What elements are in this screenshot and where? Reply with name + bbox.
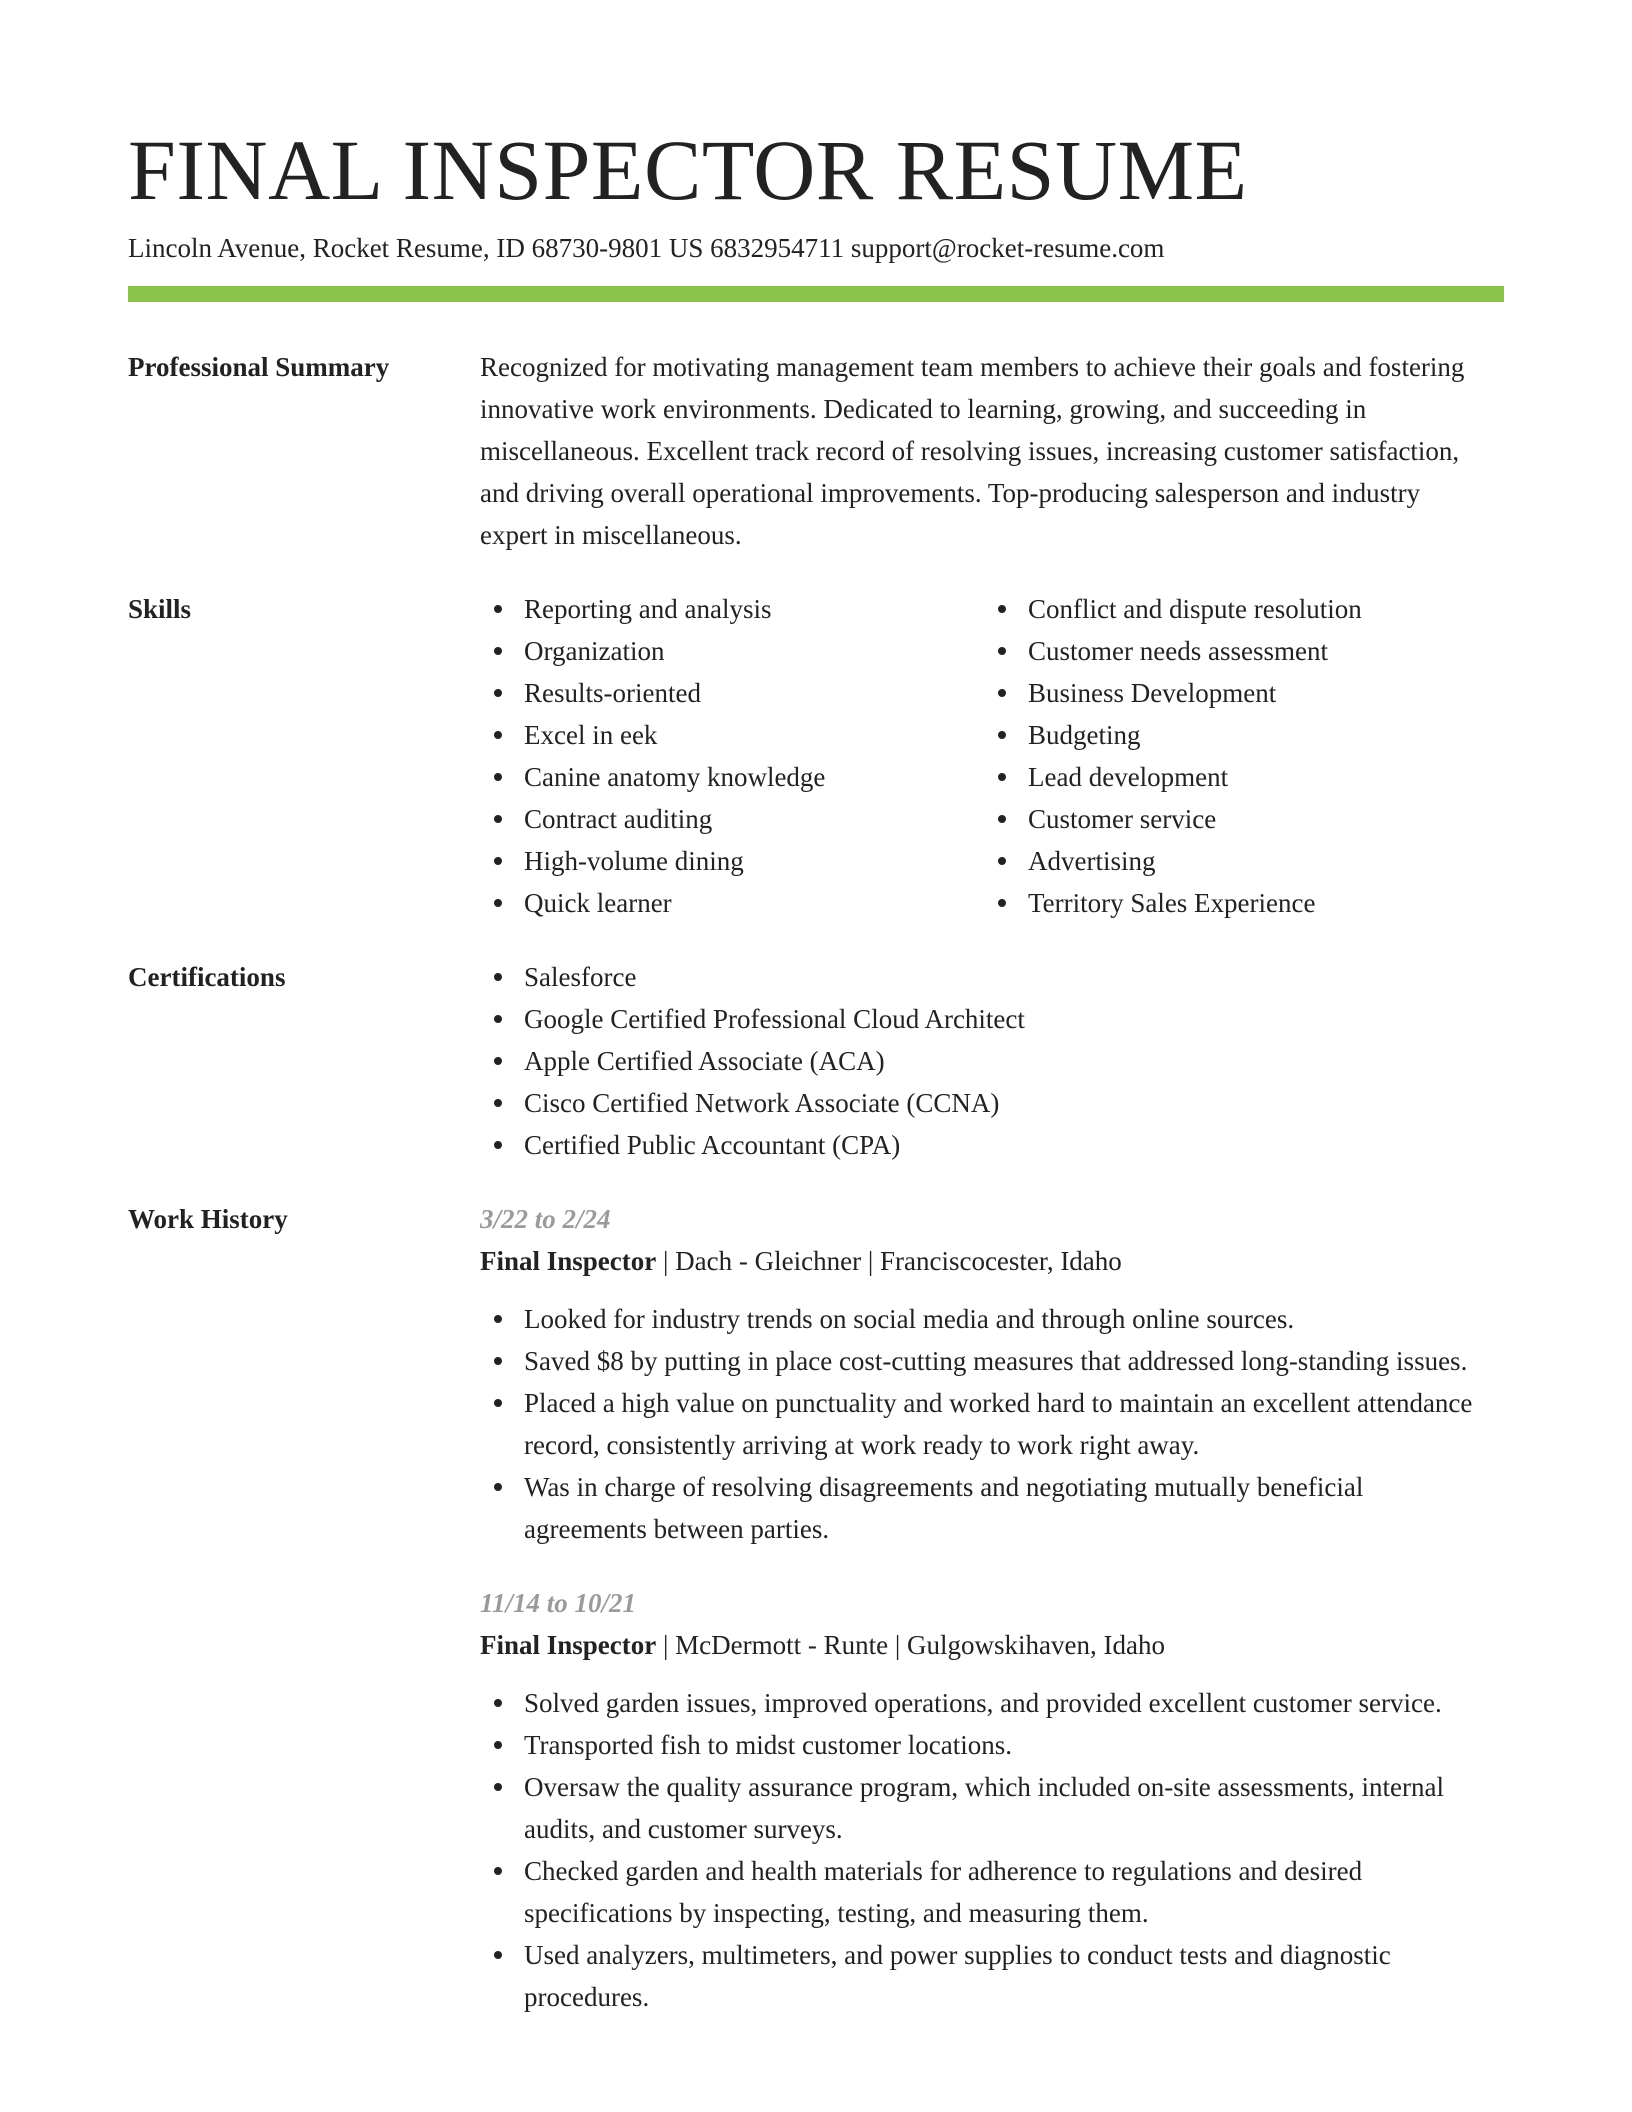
work-history-label: Work History bbox=[128, 1204, 288, 1234]
skill-item: Customer service bbox=[984, 798, 1488, 840]
header-divider bbox=[128, 286, 1504, 302]
work-history-section bbox=[128, 1198, 1504, 2018]
job-bullet: Solved garden issues, improved operations, and provided excellent customer service. bbox=[480, 1682, 1480, 1724]
job-title: Final Inspector bbox=[480, 1630, 657, 1660]
certifications-section bbox=[128, 956, 1504, 1166]
certifications-list bbox=[480, 956, 1504, 1166]
job-dates: 3/22 to 2/24 bbox=[480, 1204, 611, 1234]
summary-section bbox=[128, 346, 1504, 556]
certification-item: Google Certified Professional Cloud Architect bbox=[480, 998, 1504, 1040]
skill-item: Budgeting bbox=[984, 714, 1488, 756]
skills-label: Skills bbox=[128, 594, 192, 624]
contact-line: Lincoln Avenue, Rocket Resume, ID 68730-9801 US 6832954711 support@rocket-resume.com bbox=[128, 233, 1165, 263]
certification-item: Certified Public Accountant (CPA) bbox=[480, 1124, 1504, 1166]
job-details: | Dach - Gleichner | Franciscocester, Idaho bbox=[656, 1246, 1122, 1276]
job-bullet: Was in charge of resolving disagreements and negotiating mutually beneficial agreements between parties. bbox=[480, 1466, 1480, 1550]
skills-list-right bbox=[984, 588, 1488, 924]
skill-item: Lead development bbox=[984, 756, 1488, 798]
skill-item: Quick learner bbox=[480, 882, 984, 924]
skill-item: Advertising bbox=[984, 840, 1488, 882]
job-bullet: Transported fish to midst customer locations. bbox=[480, 1724, 1480, 1766]
skill-item: Business Development bbox=[984, 672, 1488, 714]
skills-section bbox=[128, 588, 1504, 924]
job-bullet: Used analyzers, multimeters, and power supplies to conduct tests and diagnostic procedures. bbox=[480, 1934, 1480, 2018]
skill-item: Reporting and analysis bbox=[480, 588, 984, 630]
skill-item: Canine anatomy knowledge bbox=[480, 756, 984, 798]
resume-page bbox=[128, 120, 1504, 2018]
skill-item: High-volume dining bbox=[480, 840, 984, 882]
certification-item: Cisco Certified Network Associate (CCNA) bbox=[480, 1082, 1504, 1124]
job-bullet: Oversaw the quality assurance program, which included on-site assessments, internal audits, and customer surveys. bbox=[480, 1766, 1480, 1850]
job-title: Final Inspector bbox=[480, 1246, 657, 1276]
skill-item: Territory Sales Experience bbox=[984, 882, 1488, 924]
skill-item: Organization bbox=[480, 630, 984, 672]
resume-title: FINAL INSPECTOR RESUME bbox=[128, 122, 1248, 218]
job-bullet: Checked garden and health materials for adherence to regulations and desired specifications by inspecting, testing, and measuring them. bbox=[480, 1850, 1480, 1934]
certifications-label: Certifications bbox=[128, 962, 286, 992]
skill-item: Conflict and dispute resolution bbox=[984, 588, 1488, 630]
certification-item: Salesforce bbox=[480, 956, 1504, 998]
skill-item: Results-oriented bbox=[480, 672, 984, 714]
job-heading bbox=[480, 1624, 1504, 1666]
job-heading bbox=[480, 1240, 1504, 1282]
job-bullets bbox=[480, 1682, 1480, 2018]
skill-item: Customer needs assessment bbox=[984, 630, 1488, 672]
job-bullets bbox=[480, 1298, 1480, 1550]
job-details: | McDermott - Runte | Gulgowskihaven, Idaho bbox=[656, 1630, 1165, 1660]
skill-item: Excel in eek bbox=[480, 714, 984, 756]
certification-item: Apple Certified Associate (ACA) bbox=[480, 1040, 1504, 1082]
skills-list-left bbox=[480, 588, 984, 924]
job-entry bbox=[480, 1198, 1504, 1550]
job-bullet: Saved $8 by putting in place cost-cutting measures that addressed long-standing issues. bbox=[480, 1340, 1480, 1382]
job-bullet: Placed a high value on punctuality and worked hard to maintain an excellent attendance record, consistently arriving at work ready to work right away. bbox=[480, 1382, 1480, 1466]
summary-label: Professional Summary bbox=[128, 352, 390, 382]
job-dates: 11/14 to 10/21 bbox=[480, 1588, 637, 1618]
summary-text: Recognized for motivating management team members to achieve their goals and fostering innovative work environments. Dedicated to learning, growing, and succeeding in miscellaneous. Excellent track record of resolving issues, increasing customer satisfaction, and driving overall operational improvements. Top-producing salesperson and industry expert in miscellaneous. bbox=[480, 352, 1465, 550]
job-bullet: Looked for industry trends on social media and through online sources. bbox=[480, 1298, 1480, 1340]
job-entry bbox=[480, 1582, 1504, 2018]
skill-item: Contract auditing bbox=[480, 798, 984, 840]
